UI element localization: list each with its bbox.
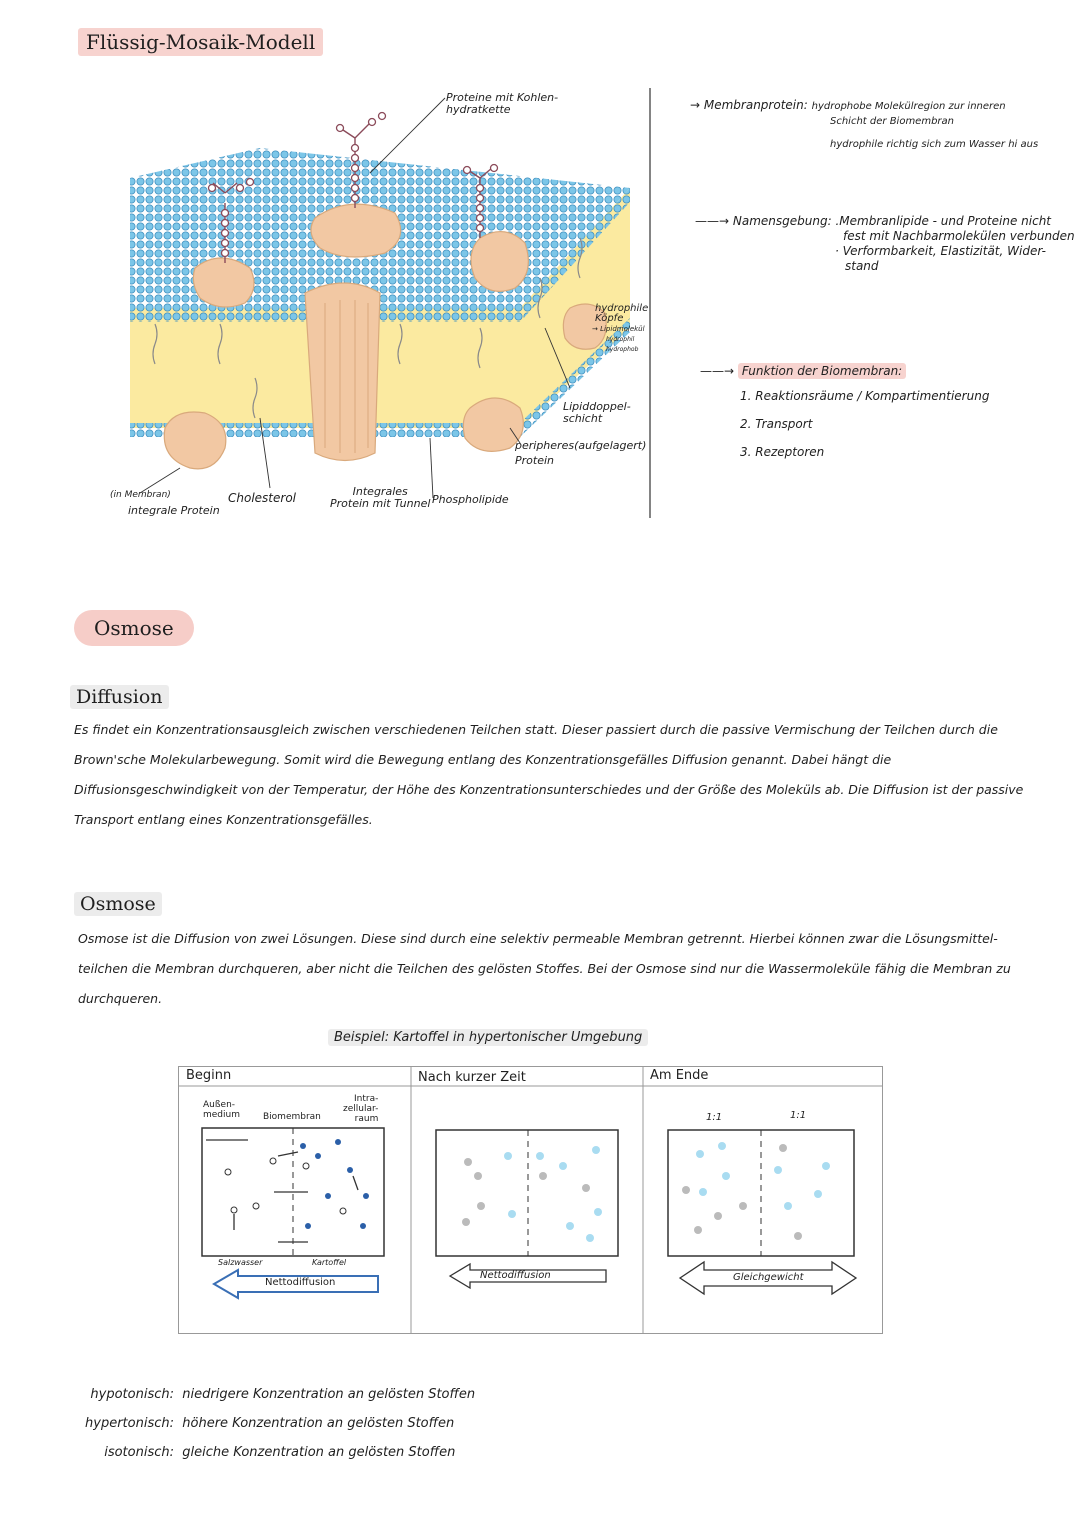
label-phospholipide: Phospholipide	[432, 493, 509, 506]
panel1-membrane-label: Biomembran	[263, 1112, 321, 1122]
definition-row: isotonisch: gleiche Konzentration an gelösten Stoffen	[104, 1445, 456, 1460]
arrow-icon: ——→	[700, 364, 738, 378]
heading-diffusion: Diffusion	[70, 686, 169, 708]
arrow-icon: →	[690, 98, 704, 112]
definition-row: hypertonisch: höhere Konzentration an gelösten Stoffen	[85, 1416, 455, 1431]
panel1-arrow-label: Nettodiffusion	[265, 1277, 336, 1288]
panel1-title: Beginn	[186, 1068, 232, 1083]
label-hydrophil: hydrophil	[606, 336, 635, 343]
panel3-ratio-left: 1:1	[706, 1112, 723, 1123]
tunnel-protein	[305, 283, 380, 461]
panel3-ratio-right: 1:1	[790, 1110, 807, 1121]
label-integral-protein: integrale Protein	[128, 504, 220, 517]
label-hydrophile-heads: hydrophile Köpfe	[595, 303, 649, 324]
heading-osmose: Osmose	[74, 893, 162, 915]
label-integral-tunnel: Integrales Protein mit Tunnel	[330, 485, 431, 510]
note-namensgebung: ——→ Namensgebung: .Membranlipide - und Proteine nicht fest mit Nachbarmolekülen verbunden · Verformbarkeit, Elastizität, Wider- stand	[695, 214, 1075, 273]
panel3-title: Am Ende	[650, 1068, 709, 1083]
label-integral-in: (in Membran)	[110, 490, 171, 500]
note-funktion: ——→ Funktion der Biomembran: 1. Reaktionsräume / Kompartimentierung 2. Transport 3. Rezeptoren	[700, 364, 990, 459]
panel2-title: Nach kurzer Zeit	[418, 1070, 526, 1085]
arrow-icon: ——→	[695, 214, 733, 228]
label-bilayer: Lipiddoppel- schicht	[563, 400, 631, 425]
panel1-left-label: Salzwasser	[218, 1258, 263, 1267]
integral-protein-upper	[193, 258, 254, 307]
panel1-outer-label: Außen- medium	[203, 1100, 240, 1120]
integral-protein-lower	[164, 412, 226, 469]
label-lipid-molecule: → Lipidmolekül	[592, 325, 645, 333]
label-carb-protein: Proteine mit Kohlen- hydratkette	[446, 91, 559, 116]
figure-frame	[179, 1067, 883, 1334]
section-title-osmose: Osmose	[74, 616, 194, 640]
page-title: Flüssig-Mosaik-Modell	[78, 30, 323, 54]
label-hydrophob: hydrophob	[606, 346, 639, 353]
label-cholesterol: Cholesterol	[228, 491, 296, 505]
diffusion-text: Es findet ein Konzentrationsausgleich zwischen verschiedenen Teilchen statt. Dieser passiert durch die passive Vermischung der Teilchen durch die Brown'sche Molekularbewegung. Somit wird die Bewegung entlang des Konzentrationsgefälles Diffusion genannt. Dabei hängt die Diffusionsgeschwindigkeit von der Temperatur, der Höhe des Konzentrationsunterschiedes und der Größe des Moleküls ab. Die Diffusion ist der passive Transport entlang eines Konzentrationsgefälles.	[74, 722, 1024, 827]
definition-row: hypotonisch: niedrigere Konzentration an gelösten Stoffen	[90, 1387, 476, 1402]
osmosis-example-figure	[178, 1066, 884, 1336]
protein-right	[471, 232, 528, 292]
panel1-inner-label: Intra- zellular- raum	[343, 1094, 379, 1124]
label-peripheral-protein: peripheres(aufgelagert) Protein	[515, 439, 647, 467]
panel1-right-label: Kartoffel	[312, 1258, 347, 1267]
osmose-text: Osmose ist die Diffusion von zwei Lösungen. Diese sind durch eine selektiv permeable Membran getrennt. Hierbei können zwar die Lösungsmittel-teilchen die Membran durchqueren, aber nicht die Teilchen des gelösten Stoffes. Bei der Osmose sind nur die Wassermoleküle fähig die Membran zu durchqueren.	[78, 931, 1011, 1006]
peripheral-protein-top	[311, 204, 401, 257]
panel3-arrow-label: Gleichgewicht	[733, 1272, 804, 1283]
example-caption: Beispiel: Kartoffel in hypertonischer Umgebung	[328, 1030, 648, 1045]
note-membranprotein: → Membranprotein: hydrophobe Molekülregion zur inneren Schicht der Biomembran hydrophile richtig sich zum Wasser hi aus	[690, 98, 1039, 150]
definitions	[56, 1380, 475, 1467]
panel2-arrow-label: Nettodiffusion	[480, 1270, 551, 1281]
